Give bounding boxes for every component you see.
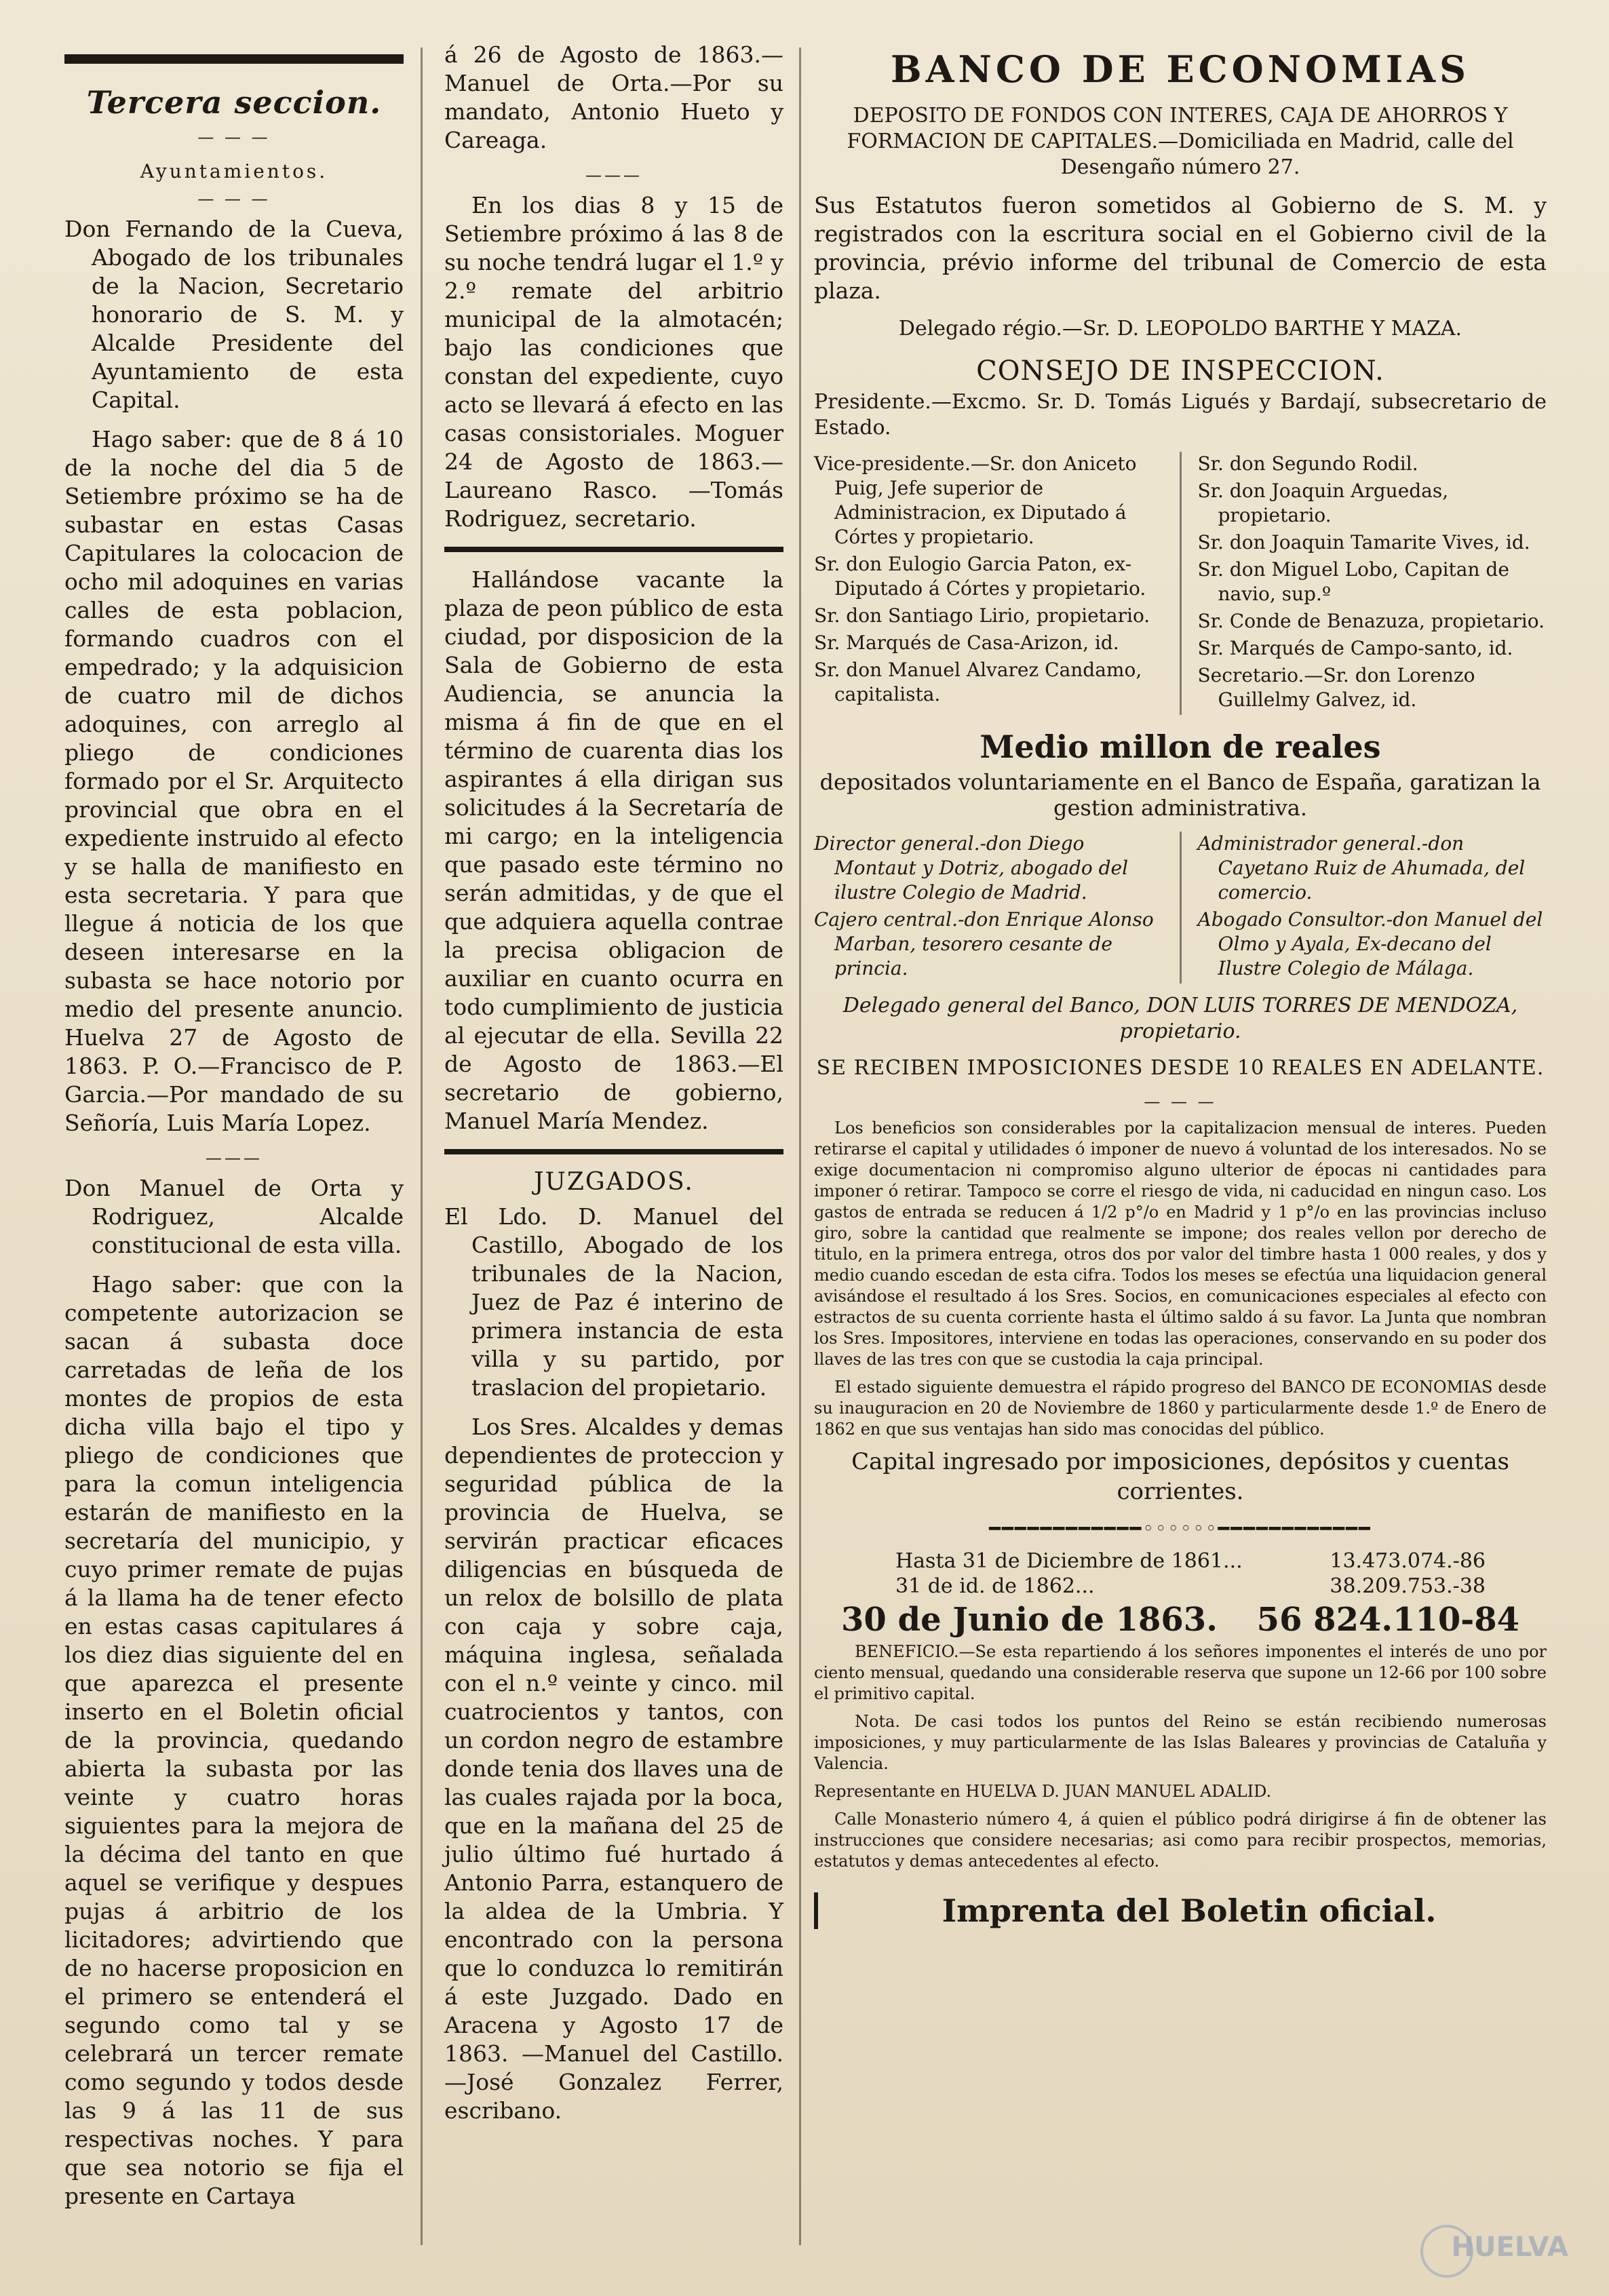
list-item: Secretario.—Sr. don Lorenzo Guillelmy Galvez, id.: [1197, 664, 1475, 711]
notice-moguer: En los dias 8 y 15 de Setiembre próximo á las 8 de su noche tendrá lugar el 1.º y 2.º remate del arbitrio municipal de la almotacén; bajo las condiciones que constan del expediente, cuyo acto se llevará á efecto en las casas consistoriales. Moguer 24 de Agosto de 1863.—Laureano Rasco. —Tomás Rodriguez, secretario.: [444, 192, 783, 532]
representante-text: Representante en HUELVA D. JUAN MANUEL ADALID.: [814, 1782, 1272, 1801]
section-rule: [444, 1149, 783, 1154]
calle-text: Calle Monasterio número 4, á quien el público podrá dirigirse á fin de obtener las instrucciones que considere necesarias; asi como para recibir prospectos, memorias, estatutos y demas antecedentes al efecto.: [814, 1810, 1547, 1871]
list-item: Sr. don Eulogio Garcia Paton, ex-Diputado á Córtes y propietario.: [814, 553, 1146, 600]
column-rule: [799, 47, 801, 2245]
officers-left: [814, 832, 1163, 984]
list-item: Sr. don Santiago Lirio, propietario.: [814, 604, 1150, 627]
notice-cartaya-end: á 26 de Agosto de 1863.—Manuel de Orta.—Por su mandato, Antonio Hueto y Careaga.: [444, 41, 783, 153]
column-2: [444, 41, 783, 2136]
consejo-left-list: [814, 452, 1163, 715]
bank-advertisement: [814, 41, 1547, 1929]
nota-text: Nota. De casi todos los puntos del Reino se están recibiendo numerosas imposiciones, y muy particularmente de las Islas Baleares y provincias de Cataluña y Valencia.: [814, 1712, 1547, 1773]
bank-description: DEPOSITO DE FONDOS CON INTERES, CAJA DE AHORROS Y FORMACION DE CAPITALES.—Domiciliada en Madrid, calle del Desengaño número 27.: [847, 104, 1514, 179]
ornament-separator: ———: [585, 166, 642, 184]
consejo-presidente: Presidente.—Excmo. Sr. D. Tomás Ligués y Bardají, subsecretario de Estado.: [814, 390, 1547, 440]
list-item: Sr. don Joaquin Arguedas, propietario.: [1197, 480, 1449, 526]
delegado-banco: Delegado general del Banco, DON LUIS TORRES DE MENDOZA, propietario.: [842, 994, 1518, 1043]
bank-delegado-regio: Delegado régio.—Sr. D. LEOPOLDO BARTHE Y MAZA.: [898, 317, 1462, 340]
ornament-separator: — — —: [197, 189, 271, 208]
row-value: 56 824.110-84: [1256, 1601, 1519, 1639]
notice-cartaya-header: Don Manuel de Orta y Rodriguez, Alcalde constitucional de esta villa.: [64, 1175, 404, 1258]
row-value: 13.473.074.-86: [1330, 1549, 1486, 1573]
ornament-separator: — — —: [1144, 1092, 1217, 1111]
bank-officers: [814, 832, 1547, 984]
consejo-members: [814, 452, 1547, 715]
medio-millon-sub: depositados voluntariamente en el Banco de España, garatizan la gestion administrativa.: [819, 769, 1541, 821]
row-label: Hasta 31 de Diciembre de 1861...: [895, 1549, 1243, 1573]
watermark: HUELVA: [1451, 2232, 1568, 2263]
list-item: Sr. Conde de Benazuza, propietario.: [1197, 610, 1545, 632]
beneficio-text: BENEFICIO.—Se esta repartiendo á los señores imponentes el interés de uno por ciento mensual, quedando una considerable reserva que supone un 12-66 por 100 sobre el primitivo capital.: [814, 1642, 1547, 1703]
reciben-imposiciones: SE RECIBEN IMPOSICIONES DESDE 10 REALES EN ADELANTE.: [816, 1056, 1545, 1080]
list-item: Sr. don Miguel Lobo, Capitan de navio, sup.º: [1197, 558, 1509, 605]
column-rule: [1180, 832, 1182, 984]
medio-millon-heading: Medio millon de reales: [980, 728, 1381, 765]
bank-statutes: Sus Estatutos fueron sometidos al Gobierno de S. M. y registrados con la escritura social en el Gobierno civil de la provincia, prévio informe del tribunal de Comercio de esta plaza.: [814, 192, 1547, 304]
notice-aracena-body: Los Sres. Alcaldes y demas dependientes de proteccion y seguridad pública de la provincia de Huelva, se servirán practicar eficaces diligencias en búsqueda de un relox de bolsillo de plata con caja y sobre caja, máquina inglesa, señalada con el n.º veinte y cinco. mil cuatrocientos y tantos, con un cordon negro de estambre donde tenia dos llaves una de las cuales rajada por la boca, que en la mañana del 25 de julio último fué hurtado á Antonio Parra, estanquero de la aldea de la Umbria. Y encontrado con la persona que lo conduzca lo remitirán á este Juzgado. Dado en Aracena y Agosto 17 de 1863. —Manuel del Castillo.—José Gonzalez Ferrer, escribano.: [444, 1414, 783, 2124]
consejo-heading: CONSEJO DE INSPECCION.: [976, 355, 1384, 387]
capital-row-1861: [895, 1549, 1486, 1573]
top-rule: [64, 54, 404, 64]
capital-row-1862: [895, 1574, 1486, 1598]
capital-heading: Capital ingresado por imposiciones, depósitos y cuentas corrientes.: [851, 1448, 1509, 1505]
list-item: Cajero central.-don Enrique Alonso Marban, tesorero cesante de princia.: [814, 908, 1154, 979]
column-rule: [421, 47, 423, 2245]
imprenta-footer: [814, 1892, 1547, 1929]
ornament-separator: ———: [206, 1148, 263, 1167]
section-title: Tercera seccion.: [86, 84, 382, 121]
notice-huelva-body: Hago saber: que de 8 á 10 de la noche del dia 5 de Setiembre próximo se ha de subastar en estas Casas Capitulares la colocacion de ocho mil adoquines en varias calles de esta poblacion, formando cuadros con el empedrado; y la adquisicion de cuatro mil de dichos adoquines, con arreglo al pliego de condiciones formado por el Sr. Arquitecto provincial que obra en el expediente instruido al efecto y se halla de manifiesto en esta secretaria. Y para que llegue á noticia de los que deseen interesarse en la subasta se hace notorio por medio del presente anuncio. Huelva 27 de Agosto de 1863. P. O.—Francisco de P. Garcia.—Por mandado de su Señoría, Luis María Lopez.: [64, 426, 404, 1136]
column-1: [64, 41, 404, 2221]
section-rule: [444, 547, 783, 552]
bank-title: BANCO DE ECONOMIAS: [890, 47, 1470, 91]
ornament-separator: ━━━━━━━━━━━━◦◦◦◦◦◦━━━━━━━━━━━━: [989, 1517, 1372, 1540]
imprenta-title: Imprenta del Boletin oficial.: [942, 1892, 1437, 1929]
list-item: Vice-presidente.—Sr. don Aniceto Puig, Jefe superior de Administracion, ex Diputado á Córtes y propietario.: [814, 452, 1137, 548]
capital-row-1863: [841, 1601, 1519, 1639]
list-item: Sr. don Segundo Rodil.: [1197, 452, 1418, 475]
ayuntamientos-heading: Ayuntamientos.: [140, 160, 328, 182]
list-item: Sr. Marqués de Casa-Arizon, id.: [814, 631, 1119, 654]
list-item: Sr. don Manuel Alvarez Candamo, capitalista.: [814, 659, 1142, 705]
notice-huelva-header: Don Fernando de la Cueva, Abogado de los tribunales de la Nacion, Secretario honorario de S. M. y Alcalde Presidente del Ayuntamiento de esta Capital.: [64, 216, 404, 413]
list-item: Sr. Marqués de Campo-santo, id.: [1197, 637, 1513, 659]
row-label: 30 de Junio de 1863.: [841, 1601, 1218, 1639]
ornament-separator: — — —: [197, 128, 271, 147]
row-value: 38.209.753.-38: [1330, 1574, 1486, 1598]
list-item: Director general.-don Diego Montaut y Dotriz, abogado del ilustre Colegio de Madrid.: [814, 832, 1129, 903]
consejo-right-list: [1198, 452, 1547, 715]
bank-progress-text: El estado siguiente demuestra el rápido progreso del BANCO DE ECONOMIAS desde su inauguracion en 20 de Noviembre de 1860 y particularmente desde 1.º de Enero de 1862 en que sus ventajas han sido mas conocidas del público.: [814, 1378, 1547, 1439]
notice-sevilla: Hallándose vacante la plaza de peon público de esta ciudad, por disposicion de la Sala de Gobierno de esta Audiencia, se anuncia la misma á fin de que en el término de cuarenta dias los aspirantes á ella dirigan sus solicitudes á la Secretaría de mi cargo; en la inteligencia que pasado este término no serán admitidas, y de que el que adquiera aquella contrae la precisa obligacion de auxiliar en cuanto ocurra en todo cumplimiento de justicia al ejecutar de ella. Sevilla 22 de Agosto de 1863.—El secretario de gobierno, Manuel María Mendez.: [444, 566, 783, 1134]
list-item: Abogado Consultor.-don Manuel del Olmo y Ayala, Ex-decano del Ilustre Colegio de Málaga.: [1197, 908, 1543, 979]
juzgados-heading: JUZGADOS.: [534, 1168, 694, 1196]
list-item: Sr. don Joaquin Tamarite Vives, id.: [1197, 531, 1530, 553]
notice-cartaya-body: Hago saber: que con la competente autorizacion se sacan á subasta doce carretadas de leña de los montes de propios de esta dicha villa bajo el tipo y pliego de condiciones que para la comun inteligencia estarán de manifiesto en la secretaría del municipio, y cuyo primer remate de pujas á la llama ha de tener efecto en estas casas capitulares á los diez dias siguiente del en que aparezca el presente inserto en el Boletin oficial de la provincia, quedando abierta la subasta por las veinte y cuatro horas siguientes para la mejora de la décima del tanto en que aquel se verifique y despues pujas á arbitrio de los licitadores; advirtiendo que de no hacerse proposicion en el primero se entenderá el segundo como tal y se celebrará un tercer remate como segundo y todos desde las 9 á las 11 de sus respectivas noches. Y para que sea notorio se fija el presente en Cartaya: [64, 1271, 404, 2209]
notice-aracena-header: El Ldo. D. Manuel del Castillo, Abogado de los tribunales de la Nacion, Juez de Paz é interino de primera instancia de esta villa y su partido, por traslacion del propietario.: [444, 1203, 783, 1401]
row-label: 31 de id. de 1862...: [895, 1574, 1095, 1598]
bank-benefits-text: Los beneficios son considerables por la capitalizacion mensual de interes. Pueden retirarse el capital y utilidades ó imponer de nuevo á voluntad de los interesados. No se exige documentacion ni compromiso alguno ulterior de épocas ni cantidades para imponer ó retirar. Tampoco se corre el riesgo de vida, ni caducidad en ningun caso. Los gastos de entrada se reducen á 1/2 p°/o en Madrid y 1 p°/o en las provincias incluso giro, sobre la cantidad que realmente se impone; dos reales vellon por derecho de titulo, en la primera entrega, otros dos por valor del timbre hasta 1 000 reales, y dos y medio cuando escedan de esta cifra. Todos los meses se efectúa una liquidacion general avisándose el resultado á los Sres. Socios, en comunicaciones especiales al efecto con estractos de su cuenta corriente hasta el último saldo á su favor. La Junta que nombran los Sres. Impositores, interviene en todas las operaciones, conservando en su poder dos llaves de las tres con que se custodia la caja principal.: [814, 1118, 1547, 1369]
officers-right: [1198, 832, 1547, 984]
list-item: Administrador general.-don Cayetano Ruiz de Ahumada, del comercio.: [1197, 832, 1526, 903]
column-rule: [1180, 452, 1182, 715]
